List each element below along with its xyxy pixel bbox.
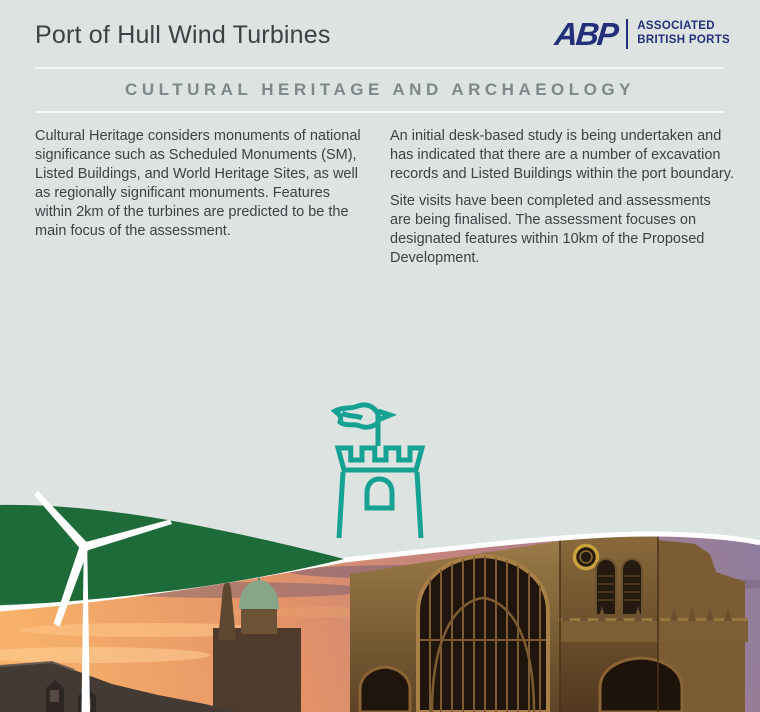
right-column [390,127,734,268]
right-paragraph-1: An initial desk-based study is being undertaken and has indicated that there are a number of excavation records and Listed Buildings within the port boundary. [390,128,734,182]
castle-flag-wave [342,413,362,418]
hero-illustration [0,480,760,712]
lower-arch-window [600,658,682,712]
turbine-hub [81,542,91,552]
abp-logo-mark: ABP [553,16,619,52]
castle-battlement [338,448,422,470]
right-paragraph-2: Site visits have been completed and assessments are being finalised. The assessment focuses on designated features within 10km of the Proposed Development. [390,193,711,266]
logo-divider [626,19,629,49]
left-column [35,127,367,268]
section-heading: CULTURAL HERITAGE AND ARCHAEOLOGY [125,80,635,99]
logo-wordmark-line1: ASSOCIATED [637,20,715,33]
header [35,18,730,50]
abp-logo [555,18,730,50]
body-columns [35,127,734,268]
left-paragraph: Cultural Heritage considers monuments of national significance such as Scheduled Monuments (SM), Listed Buildings, and World Heritage Sites, as well as regionally significant monuments. Features within 2km of the turbines are predicted to be the main focus of the assessment. [35,128,361,239]
logo-wordmark-line2: BRITISH PORTS [637,34,730,46]
logo-wordmark [637,20,730,48]
heading-rule-top [35,67,724,69]
aisle-arch-window [360,667,410,712]
heading-rule-bottom [35,111,724,113]
page-title: Port of Hull Wind Turbines [35,21,331,49]
tower-clock [575,546,598,569]
